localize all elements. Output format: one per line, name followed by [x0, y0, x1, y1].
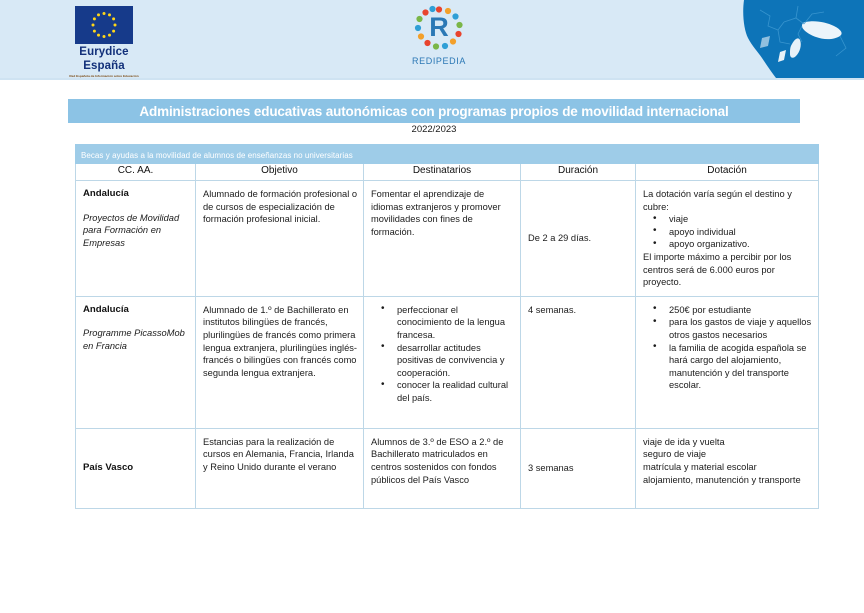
list-item: • conocer la realidad cultural del país. [385, 379, 514, 404]
duracion-text: 3 semanas [528, 462, 574, 473]
cell-duracion [521, 181, 636, 297]
cell-dotacion [636, 296, 819, 428]
table-band-label: Becas y ayudas a la movilidad de alumnos de enseñanzas no universitarias [81, 151, 353, 160]
destinatarios-bullet-list [371, 304, 514, 405]
banner-divider [0, 78, 864, 80]
dotacion-bullet-list [643, 304, 812, 392]
cell-objetivo [196, 296, 364, 428]
destinatarios-text: Fomentar el aprendizaje de idiomas extranjeros y promover movilidades con fines de formación. [371, 189, 501, 237]
eurydice-subtext: Red Española de Información sobre Educación [69, 74, 139, 78]
objetivo-text: Alumnado de 1.º de Bachillerato en institutos bilingües de francés, plurilingües de francés como primera lengua extranjera, plurilingües inglés-francés o bilingües con francés como segunda lengua extranjera. [203, 304, 358, 378]
list-item: • viaje [657, 213, 812, 226]
table-row [76, 428, 819, 508]
dotacion-line: matrícula y material escolar [643, 461, 757, 472]
cell-ccaa [76, 181, 196, 297]
eurydice-logo [52, 6, 156, 78]
header-banner [0, 0, 864, 78]
eurydice-name-line2: España [83, 60, 125, 72]
region-name: Andalucía [83, 303, 129, 315]
cell-ccaa [76, 296, 196, 428]
objetivo-text: Alumnado de formación profesional o de cursos de especialización de formación profesional inicial. [203, 189, 358, 225]
redipedia-label: REDIPEDIA [412, 56, 466, 66]
cell-duracion [521, 296, 636, 428]
europe-map-icon [740, 0, 864, 78]
cell-objetivo [196, 428, 364, 508]
mobility-table-container [75, 144, 818, 509]
region-name: Andalucía [83, 188, 129, 199]
dotacion-line: viaje de ida y vuelta [643, 436, 725, 447]
list-item: • apoyo individual [657, 226, 812, 239]
cell-destinatarios [364, 181, 521, 297]
redipedia-mark-icon [412, 5, 466, 55]
dotacion-line: seguro de viaje [643, 449, 707, 460]
list-item: • para los gastos de viaje y aquellos otros gastos necesarios [657, 316, 812, 341]
svg-text:R: R [429, 12, 449, 42]
cell-destinatarios [364, 428, 521, 508]
list-item: • apoyo organizativo. [657, 238, 812, 251]
cell-ccaa [76, 428, 196, 508]
mobility-table [75, 144, 819, 509]
program-name: Proyectos de Movilidad para Formación en Empresas [83, 212, 180, 248]
page-title-bar [68, 99, 800, 123]
eu-stars-icon [75, 6, 133, 44]
cell-objetivo [196, 181, 364, 297]
list-item: • 250€ por estudiante [657, 304, 812, 317]
column-header-dotacion: Dotación [636, 164, 819, 181]
duracion-text: De 2 a 29 días. [528, 233, 592, 244]
eurydice-name-line1: Eurydice [79, 46, 129, 58]
table-band-cell [76, 145, 819, 164]
table-header-row [76, 164, 819, 181]
cell-destinatarios [364, 296, 521, 428]
table-row [76, 181, 819, 297]
page-title: Administraciones educativas autonómicas con programas propios de movilidad internacional [139, 103, 729, 119]
column-header-ccaa: CC. AA. [76, 164, 196, 181]
list-item: • la familia de acogida española se hará cargo del alojamiento, manutención y del transporte escolar. [657, 342, 812, 392]
table-band-row [76, 145, 819, 164]
duracion-text: 4 semanas. [528, 304, 577, 315]
page-subtitle-year: 2022/2023 [411, 124, 457, 135]
column-header-objetivo: Objetivo [196, 164, 364, 181]
eu-flag-icon [75, 6, 133, 44]
dotacion-bullet-list [643, 213, 812, 251]
redipedia-logo [389, 5, 489, 73]
program-name: Programme PicassoMob en Francia [83, 328, 185, 351]
cell-duracion [521, 428, 636, 508]
dotacion-intro: La dotación varía según el destino y cubre: [643, 189, 792, 212]
list-item: • desarrollar actitudes positivas de convivencia y cooperación. [385, 342, 514, 380]
dotacion-line: alojamiento, manutención y transporte [643, 474, 801, 485]
destinatarios-text: Alumnos de 3.º de ESO a 2.º de Bachillerato matriculados en centros sostenidos con fondos públicos del País Vasco [371, 436, 504, 485]
objetivo-text: Estancias para la realización de cursos en Alemania, Francia, Irlanda y Reino Unido durante el verano [203, 436, 354, 472]
cell-dotacion [636, 181, 819, 297]
cell-dotacion [636, 428, 819, 508]
region-name: País Vasco [83, 461, 134, 473]
column-header-duracion: Duración [521, 164, 636, 181]
list-item: • perfeccionar el conocimiento de la lengua francesa. [385, 304, 514, 342]
column-header-destinatarios: Destinatarios [364, 164, 521, 181]
table-row [76, 296, 819, 428]
dotacion-outro: El importe máximo a percibir por los centros será de 6.000 euros por proyecto. [643, 251, 792, 288]
